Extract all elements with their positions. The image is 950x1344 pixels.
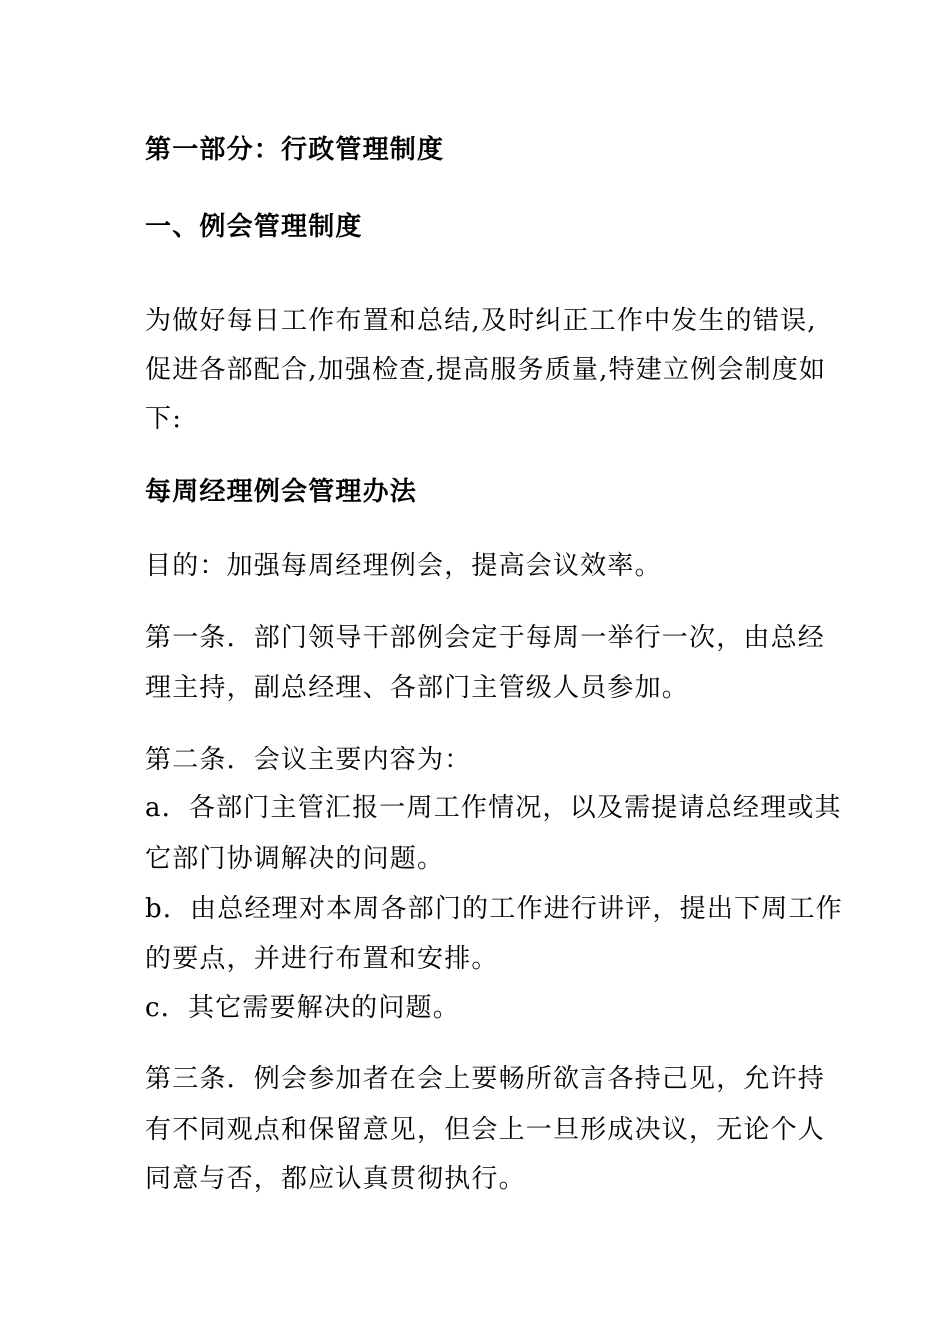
article-2-b-line: 的要点，并进行布置和安排。 [145, 944, 499, 974]
purpose-paragraph: 目的：加强每周经理例会，提高会议效率。 [145, 551, 662, 581]
part-title: 第一部分：行政管理制度 [145, 135, 445, 165]
article-2-b-line: b．由总经理对本周各部门的工作进行讲评，提出下周工作 [145, 894, 843, 924]
article-2-a-line: a．各部门主管汇报一周工作情况，以及需提请总经理或其 [145, 793, 842, 823]
section-title: 一、例会管理制度 [145, 212, 363, 242]
subsection-title: 每周经理例会管理办法 [145, 477, 418, 507]
article-3-line: 有不同观点和保留意见，但会上一旦形成决议，无论个人 [145, 1115, 826, 1145]
article-1-line: 理主持，副总经理、各部门主管级人员参加。 [145, 673, 690, 703]
article-3-line: 同意与否，都应认真贯彻执行。 [145, 1164, 526, 1194]
article-1-line: 第一条．部门领导干部例会定于每周一举行一次，由总经 [145, 623, 826, 653]
intro-line: 为做好每日工作布置和总结,及时纠正工作中发生的错误, [145, 306, 817, 336]
article-2-title: 第二条．会议主要内容为： [145, 745, 472, 775]
article-3-line: 第三条．例会参加者在会上要畅所欲言各持己见，允许持 [145, 1064, 826, 1094]
intro-line: 促进各部配合,加强检查,提高服务质量,特建立例会制度如 [145, 355, 827, 385]
article-2-item-c: c．其它需要解决的问题。 [145, 993, 460, 1023]
article-2-a-line: 它部门协调解决的问题。 [145, 844, 445, 874]
intro-line: 下: [145, 404, 183, 434]
